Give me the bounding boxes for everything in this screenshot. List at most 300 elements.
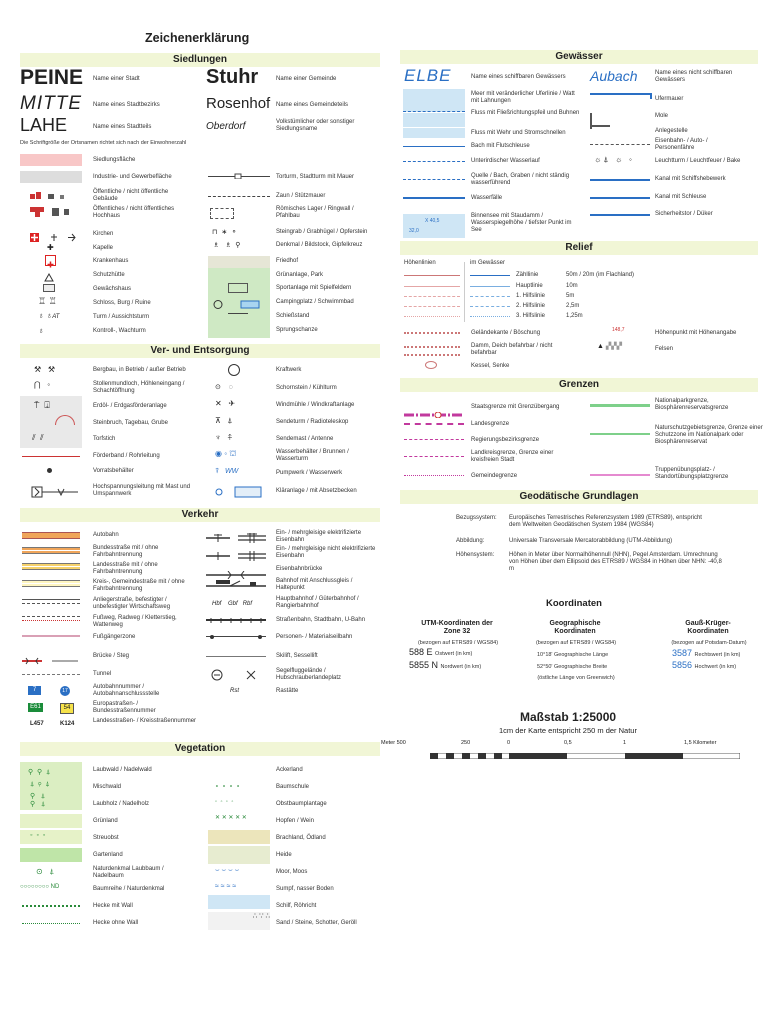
camping-icon [213, 296, 263, 305]
gemeinde-symbol [404, 475, 464, 476]
legend-stollen: Stollenmundloch, Höhleneingang / Schachtöffnung [93, 381, 185, 394]
section-vegetation: Vegetation [20, 742, 380, 756]
geo-breite: 52°50' Geographische Breite [537, 664, 608, 670]
stollen-icon: ⋂ ◦ [34, 380, 51, 389]
bahnhof-symbol [206, 578, 266, 592]
roemisches-lager-symbol [210, 208, 234, 219]
quelle-symbol [403, 179, 465, 180]
legend-heide: Heide [276, 852, 292, 858]
peine-desc: Name einer Stadt [93, 76, 140, 82]
legend-sicherheitstor: Sicherheitstor / Düker [655, 211, 713, 217]
legend-landesstrassennr: Landesstraßen- / Kreisstraßennummer [93, 718, 197, 724]
legend-gewaechshaus: Gewächshaus [93, 286, 132, 292]
wasserfall-symbol [403, 197, 465, 199]
legend-autobahn: Autobahn [93, 532, 119, 538]
heide-swatch [208, 846, 270, 864]
legend-gemeinde: Gemeindegrenze [471, 473, 518, 479]
legend-steingrab: Steingrab / Grabhügel / Opferstein [276, 229, 368, 235]
legend-fluss-wehr: Fluss mit Wehr und Stromschnellen [471, 130, 566, 136]
legend-nationalpark: Nationalparkgrenze, Biosphärenreservatsgrenze [655, 398, 729, 411]
legend-quelle: Quelle / Bach, Graben / nicht ständig wasserführend [471, 173, 570, 186]
elbe-desc: Name eines schiffbaren Gewässers [471, 74, 566, 80]
siedlungsflaeche-swatch [20, 154, 82, 166]
skilift-symbol [206, 656, 266, 657]
landesstrasse-symbol [22, 563, 80, 569]
krankenhaus-icon [45, 255, 56, 266]
legend-obstbaum: Obstbaumplantage [276, 801, 327, 807]
schloss-icon: ♖ ♖ [38, 296, 57, 306]
legend-mischwald: Mischwald [93, 784, 122, 790]
peine-label: PEINE [20, 66, 84, 89]
mitte-label: MITTE [20, 93, 82, 114]
scale-tick-4: 1 [623, 740, 627, 746]
erdoel-icon: ⍑ ⍗ [34, 400, 50, 410]
felsen-icon: ▲ ▞▞▞ [597, 343, 623, 350]
legend-strassenbahn: Straßenbahn, Stadtbahn, U-Bahn [276, 617, 366, 623]
friedhof-swatch [208, 256, 270, 268]
gk-hochwert [672, 660, 736, 671]
wald-icons: ⚲ ⚲ ⍋ ⍋ ⚲ ⍋ ⚲ ⍋ [28, 769, 51, 800]
legend-hoehenpunkt: Höhenpunkt mit Höhenangabe [655, 330, 737, 336]
legend-kessel: Kessel, Senke [471, 363, 510, 369]
binnensee-swatch [403, 214, 465, 238]
naturschutz-symbol [590, 433, 650, 435]
legend-kapelle: Kapelle [93, 245, 114, 251]
koordinaten-title: Koordinaten [546, 598, 602, 609]
utm-sub: (bezogen auf ETRS89 / WGS84) [417, 640, 499, 646]
massstab-sub: 1cm der Karte entspricht 250 m der Natur [499, 726, 637, 735]
utm-header: UTM-Koordinaten der Zone 32 [421, 620, 493, 635]
ufermauer-symbol [590, 93, 652, 99]
scale-tick-3: 0,5 [564, 740, 572, 746]
schiessstand-icon [228, 313, 248, 314]
baumreihe-symbol: ○○○○○○○○ ND [20, 884, 60, 890]
legend-foerderband: Förderband / Rohrleitung [93, 453, 160, 459]
legend-wasserfall: Wasserfälle [471, 195, 503, 201]
legend-baumreihe: Baumreihe / Naturdenkmal [93, 886, 165, 892]
legend-kirchen: Kirchen [93, 231, 114, 237]
legend-siedlungsflaeche: Siedlungsfläche [93, 157, 136, 163]
anliegerstrasse-symbol [22, 599, 80, 605]
legend-industrie: Industrie- und Gewerbefläche [93, 174, 172, 180]
legend-fussweg: Fußweg, Radweg / Kletterstieg, Wattenweg [93, 615, 177, 628]
kessel-symbol [425, 361, 437, 369]
legend-landesgrenze: Landesgrenze [471, 421, 510, 427]
scale-tick-1: 250 [461, 740, 471, 746]
stuhr-label: Stuhr [206, 66, 259, 88]
legend-hauptlinie: Hauptlinie [516, 283, 543, 289]
geod-hoehensystem-text: Höhen in Meter über Normalhöhennull (NHN), Pegel Amsterdam. Umrechnung von Höhen über dem Ellipsoid des ETRS89 / WGS84 in Höhen über NHN: -40,8 m [509, 552, 722, 572]
section-gewaesser: Gewässer [400, 50, 758, 64]
hopfen-icons: ✕ ✕ ✕ ✕ ✕ [215, 815, 247, 821]
legend-hochspannung: Hochspannungsleitung mit Mast und Umspannwerk [93, 484, 191, 497]
legend-sprungschanze: Sprungschanze [276, 327, 318, 333]
legend-felsen: Felsen [655, 346, 674, 352]
legend-denkmal: Denkmal / Bildstock, Gipfelkreuz [276, 242, 363, 248]
schilf-icons [208, 895, 270, 909]
legend-eisenbahn: Ein- / mehrgleisige nicht elektrifizierte Eisenbahn [276, 546, 376, 559]
legend-faehre: Eisenbahn- / Auto- / Personenfähre [655, 138, 708, 151]
nationalpark-symbol [590, 404, 650, 407]
legend-schiessstand: Schießstand [276, 313, 310, 319]
legend-binnensee: Binnensee mit Staudamm / Wasserspiegelhöhe / tiefster Punkt im See [471, 213, 572, 233]
gk-sub: (bezogen auf Potsdam-Datum) [671, 640, 747, 646]
naturdenkmal-icons: ⊙ ⍋ [36, 867, 55, 876]
wasserbehaelter-icon: ◉ ◦ ⛫ [215, 449, 237, 458]
bach-symbol [403, 146, 465, 147]
scale-tick-0: Meter 500 [381, 740, 406, 746]
pumpwerk-icon: ⍒ WW [215, 468, 239, 475]
eisenbahn-nicht-elektr-symbol [206, 548, 266, 558]
vorratsbehaelter-icon [47, 468, 52, 473]
legend-krankenhaus: Krankenhaus [93, 258, 129, 264]
legend-damm: Damm, Deich befahrbar / nicht befahrbar [471, 343, 553, 356]
landesstrasse-nummer: L457 [30, 721, 44, 727]
rst-label: Rst [230, 688, 239, 694]
bundesstrasse-symbol [22, 547, 80, 553]
legend-moor: Moor, Moos [276, 869, 308, 875]
binnensee-x: X 40,5 [425, 218, 440, 224]
fussweg-symbol [22, 616, 80, 622]
legend-naturdenkmal: Naturdenkmal Laubbaum / Nadelbaum [93, 866, 164, 879]
legend-hilfslinie1: 1. Hilfslinie [516, 293, 546, 299]
legend-bahnhof: Bahnhof mit Anschlussgleis / Haltepunkt [276, 578, 353, 591]
legend-naturschutz: Naturschutzgebietsgrenze, Grenze einer Schutzzone im Nationalpark oder Biosphärenreservat [655, 425, 763, 445]
gk-hochwert-text: Hochwert (in km) [694, 664, 737, 670]
tunnel-symbol [22, 674, 80, 675]
segelflug-icon [211, 668, 261, 680]
bruecke-symbol [22, 652, 80, 660]
legend-bruecke: Brücke / Steg [93, 653, 130, 659]
landkreis-symbol [404, 456, 464, 457]
legend-schilf: Schilf, Röhricht [276, 903, 317, 909]
hilfslinie2-gew-symbol [470, 306, 510, 307]
gk-hochwert-value: 5856 [672, 660, 693, 670]
geo-header: Geographische Koordinaten [549, 620, 601, 635]
legend-hopfen: Hopfen / Wein [276, 818, 314, 824]
utm-ostwert-value: 588 E [409, 647, 433, 657]
legend-sand: Sand / Steine, Schotter, Geröll [276, 920, 357, 926]
lahe-desc: Name eines Stadtteils [93, 124, 152, 130]
stuhr-desc: Name einer Gemeinde [276, 76, 337, 82]
eisenbahn-elektr-symbol [206, 531, 266, 543]
zaehllinie-symbol [404, 275, 460, 276]
legend-erdoel: Erdöl- / Erdgasförderanlage [93, 403, 167, 409]
kirchen-icon [30, 229, 80, 238]
legend-laubwald: Laubwald / Nadelwald [93, 767, 152, 773]
relief-header-hoehenlinien: Höhenlinien [404, 260, 436, 266]
scale-tick-2: 0 [507, 740, 511, 746]
legend-laubholz: Laubholz / Nadelholz [93, 801, 150, 807]
turm-icon: ♁ ♁AT [38, 311, 60, 320]
legend-landkreis: Landkreisgrenze, Grenze einer kreisfreien Stadt [471, 450, 554, 463]
bundesstrasse-badge: 54 [60, 703, 74, 714]
legend-regierungsbezirk: Regierungsbezirksgrenze [471, 437, 540, 443]
legend-landesstrasse: Landesstraße mit / ohne Fahrbahntrennung [93, 562, 158, 575]
zaehllinie-gew-symbol [470, 275, 510, 276]
legend-unterirdisch: Unterirdischer Wasserlauf [471, 158, 540, 164]
value-hilfslinie2: 2,5m [566, 303, 580, 309]
legend-europastrasse: Europastraßen- / Bundesstraßennummer [93, 701, 156, 714]
kapelle-icon: ✚ [47, 243, 54, 252]
autobahnnummer-badge: 7 [28, 686, 41, 695]
fussgaengerzone-symbol [22, 635, 80, 637]
legend-baumschule: Baumschule [276, 784, 310, 790]
oberdorf-desc: Volkstümlicher oder sonstiger Siedlungsname [276, 119, 355, 132]
hilfslinie1-symbol [404, 296, 460, 297]
legend-gartenland: Gartenland [93, 852, 123, 858]
torturm-symbol [208, 176, 270, 181]
sand-swatch: ∴ ∵ ∴ [208, 912, 270, 930]
legend-mole: Mole [655, 113, 669, 119]
relief-header-gewaesser: im Gewässer [470, 260, 506, 266]
page-title: Zeichenerklärung [145, 31, 250, 45]
laubholz-icons: ⚲ ⍋ [30, 801, 46, 808]
legend-hecke-wall: Hecke mit Wall [93, 903, 133, 909]
seilbahn-symbol [206, 636, 266, 637]
value-zaehllinie: 50m / 20m (im Flachland) [566, 272, 635, 278]
legend-klaeranlage: Kläranlage / mit Absetzbecken [276, 488, 357, 494]
kreisstrasse-nummer: K124 [60, 721, 75, 727]
strassenbahn-symbol [206, 619, 266, 621]
legend-schloss: Schloss, Burg / Ruine [93, 300, 151, 306]
steingrab-icon: ⊓ ∗ ⚬ [212, 229, 237, 236]
brachland-swatch [208, 830, 270, 844]
sendeturm-icon: ⊼ ⍋ [215, 416, 233, 425]
legend-staatsgrenze: Staatsgrenze mit Grenzübergang [471, 404, 560, 410]
massstab-title: Maßstab 1:25000 [520, 710, 617, 724]
legend-schiffshebewerk: Kanal mit Schiffshebewerk [655, 176, 726, 182]
legend-kontrollturm: Kontroll-, Wachturm [93, 328, 146, 334]
sendemast-icon: ♆ ⍏ [215, 433, 233, 442]
legend-autobahnnummer: Autobahnnummer / Autobahnanschlussstelle [93, 684, 160, 697]
geo-sub: (bezogen auf ETRS89 / WGS84) [535, 640, 617, 646]
value-hilfslinie1: 5m [566, 293, 575, 299]
eisenbahnbruecke-symbol [206, 566, 266, 574]
rosenhof-label: Rosenhof [206, 95, 271, 112]
legend-friedhof: Friedhof [276, 258, 299, 264]
legend-fussgaengerzone: Fußgängerzone [93, 634, 136, 640]
hbf-labels [212, 601, 252, 607]
legend-anlegestelle: Anlegestelle [655, 128, 688, 134]
legend-ufermauer: Ufermauer [655, 96, 684, 102]
scale-tick-5: 1,5 Kilometer [684, 740, 717, 746]
gewaechshaus-icon [43, 284, 55, 292]
anschlussstelle-badge: 17 [60, 686, 70, 696]
legend-windmuehle: Windmühle / Windkraftanlage [276, 402, 355, 408]
industrie-swatch [20, 171, 82, 183]
damm-symbol [404, 346, 460, 356]
value-hilfslinie3: 1,25m [566, 313, 583, 319]
legend-bergbau: Bergbau, in Betrieb / außer Betrieb [93, 367, 186, 373]
windmuehle-icon: ✕ ✈ [215, 399, 236, 408]
legend-meer: Meer mit veränderlicher Uferlinie / Watt mit Lahnungen [471, 91, 575, 104]
bergbau-icon: ⚒ ⚒ [34, 365, 56, 374]
mitte-desc: Name eines Stadtbezirks [93, 102, 160, 108]
hoehenpunkt-label: 148,7 [612, 327, 625, 333]
kontrollturm-icon: ♁ [38, 326, 44, 335]
legend-eisenbahnbruecke: Eisenbahnbrücke [276, 566, 323, 572]
sumpf-icons: ≈ ≈ ≈ ≈ [215, 883, 237, 890]
section-siedlungen: Siedlungen [20, 53, 380, 67]
utm-nordwert-value: 5855 N [409, 660, 439, 670]
legend-vorratsbehaelter: Vorratsbehälter [93, 468, 134, 474]
gruenland-swatch [20, 814, 82, 828]
section-geodaetische-grundlagen: Geodätische Grundlagen [400, 490, 758, 504]
klaeranlage-icon [215, 485, 265, 497]
legend-kraftwerk: Kraftwerk [276, 367, 302, 373]
legend-hochhaus: Öffentliches / nicht öffentliches Hochhaus [93, 206, 175, 219]
section-ver-entsorgung: Ver- und Entsorgung [20, 344, 380, 358]
moor-icons: ⌣ ⌣ ⌣ ⌣ [215, 867, 240, 874]
hilfslinie3-symbol [404, 316, 460, 317]
autobahn-symbol [22, 532, 80, 539]
hbf-label: Hbf [212, 601, 222, 607]
legend-skilift: Skilift, Sessellift [276, 653, 318, 659]
legend-kreisstrasse: Kreis-, Gemeindestraße mit / ohne Fahrbahntrennung [93, 579, 185, 592]
legend-pumpwerk: Pumpwerk / Wasserwerk [276, 470, 343, 476]
staatsgrenze-symbol [404, 405, 464, 411]
legend-sumpf: Sumpf, nasser Boden [276, 886, 334, 892]
faehre-symbol [590, 144, 650, 145]
hecke-ohne-wall-symbol [22, 923, 80, 924]
legend-fluss: Fluss mit Fließrichtungspfeil und Buhnen [471, 110, 580, 116]
legend-zaehllinie: Zähllinie [516, 272, 539, 278]
gbf-label: Gbf [228, 601, 238, 607]
fluss-wehr-swatch [403, 128, 465, 138]
geo-greenwich: (östliche Länge von Greenwich) [537, 675, 615, 681]
europastrasse-badge: E61 [28, 703, 43, 712]
nd-label: ND [50, 884, 60, 890]
legend-camping: Campingplatz / Schwimmbad [276, 299, 354, 305]
meer-swatch [403, 89, 465, 112]
unterirdisch-symbol [403, 161, 465, 162]
rbf-label: Rbf [242, 601, 253, 607]
legend-hilfslinie3: 3. Hilfslinie [516, 313, 546, 319]
baumschule-icons: ∘ ∘ ∘ ∘ [215, 784, 241, 790]
hilfslinie3-gew-symbol [470, 316, 510, 317]
legend-steinbruch: Steinbruch, Tagebau, Grube [93, 420, 168, 426]
hecke-wall-symbol [22, 905, 80, 907]
legend-eisenbahn-elektr: Ein- / mehrgleisige elektrifizierte Eisenbahn [276, 530, 362, 543]
obstbaum-icons: ◦ ◦ ◦ ◦ [215, 799, 234, 805]
leuchtturm-icons: ☼ ⍋ ☼ ◦ [594, 155, 632, 164]
aubach-desc: Name eines nicht schiffbaren Gewässers [655, 70, 733, 83]
legend-streuobst: Streuobst [93, 835, 119, 841]
geod-abbildung-text: Universale Transversale Mercatorabbildung (UTM-Abbildung) [509, 538, 673, 544]
truppenuebung-symbol [590, 474, 650, 476]
legend-turm: Turm / Aussichtsturm [93, 314, 150, 320]
gk-rechtswert-value: 3587 [672, 648, 693, 658]
utm-ostwert-text: Ostwert (in km) [435, 651, 473, 657]
denkmal-icon: ♗ ♗ ⚲ [213, 242, 241, 249]
kreisstrasse-symbol [22, 580, 80, 586]
gk-rechtswert [672, 648, 740, 659]
legend-sportanlage: Sportanlage mit Spielfeldern [276, 285, 352, 291]
gartenland-swatch [20, 848, 82, 862]
geo-laenge: 10°18' Geographische Länge [537, 652, 609, 658]
legend-gruenland: Grünland [93, 818, 118, 824]
schutzhuette-icon [44, 269, 54, 278]
hilfslinie1-gew-symbol [470, 296, 510, 297]
utm-ostwert [409, 647, 472, 658]
hauptlinie-gew-symbol [470, 286, 510, 287]
legend-anliegerstrasse: Anliegerstraße, befestigter / unbefestigter Wirtschaftsweg [93, 597, 171, 610]
legend-seilbahn: Personen- / Materialseilbahn [276, 634, 353, 640]
geod-bezugssystem-text: Europäisches Terrestrisches Referenzsystem 1989 (ETRS89), entspricht dem Weltweiten Geodätischen System 1984 (WGS84) [509, 515, 702, 528]
oberdorf-label: Oberdorf [206, 121, 246, 132]
aubach-label: Aubach [590, 68, 638, 84]
rosenhof-desc: Name eines Gemeindeteils [276, 102, 349, 108]
foerderband-symbol [22, 456, 80, 457]
legend-schornstein: Schornstein / Kühlturm [276, 385, 337, 391]
gelaendekante-symbol [404, 332, 460, 334]
legend-wasserbehaelter: Wasserbehälter / Brunnen / Wasserturm [276, 449, 349, 462]
lahe-label: LAHE [20, 115, 68, 135]
hochspannung-icon [24, 485, 80, 497]
legend-rastaette: Rastätte [276, 688, 299, 694]
hauptlinie-symbol [404, 286, 460, 287]
legend-torfstich: Torfstich [93, 436, 116, 442]
geod-abbildung-label: Abbildung: [456, 538, 485, 544]
geod-bezugssystem-label: Bezugssystem: [456, 515, 497, 521]
torfstich-icon: ⫽ ⫽ [32, 433, 44, 442]
legend-zaun: Zaun / Stützmauer [276, 193, 326, 199]
legend-gelaendekante: Geländekante / Böschung [471, 330, 541, 336]
legend-schleuse: Kanal mit Schleuse [655, 194, 707, 200]
gk-rechtswert-text: Rechtswert (in km) [694, 652, 741, 658]
kraftwerk-icon [228, 364, 240, 376]
schornstein-icon: ⊙ ◌ [215, 384, 233, 391]
schiffshebewerk-symbol [590, 179, 650, 181]
legend-brachland: Brachland, Ödland [276, 835, 326, 841]
siedlungen-note: Die Schriftgröße der Ortsnamen richtet sich nach der Einwohnerzahl [20, 140, 187, 146]
legend-torturm: Torturm, Stadtturm mit Mauer [276, 174, 355, 180]
geod-hoehensystem-label: Höhensystem: [456, 552, 495, 558]
zaun-symbol [208, 196, 270, 197]
legend-gebaeude: Öffentliche / nicht öffentliche Gebäude [93, 189, 169, 202]
legend-leuchtturm: Leuchtturm / Leuchtfeuer / Bake [655, 158, 741, 164]
relief-divider [464, 262, 465, 322]
legend-hauptbahnhof: Hauptbahnhof / Güterbahnhof / Rangierbahnhof [276, 596, 359, 609]
legend-hilfslinie2: 2. Hilfslinie [516, 303, 546, 309]
fluss-swatch [403, 113, 465, 127]
scale-bar [430, 746, 740, 752]
legend-schutzhuette: Schutzhütte [93, 272, 125, 278]
schleuse-symbol [590, 197, 650, 199]
legend-bundesstrasse: Bundesstraße mit / ohne Fahrbahntrennung [93, 545, 159, 558]
legend-hecke-ohne-wall: Hecke ohne Wall [93, 920, 139, 926]
anlegestelle-symbol [590, 125, 610, 127]
sicherheitstor-symbol [590, 214, 650, 216]
section-relief: Relief [400, 241, 758, 255]
legend-gruenanlage: Grünanlage, Park [276, 272, 324, 278]
section-grenzen: Grenzen [400, 378, 758, 392]
value-hauptlinie: 10m [566, 283, 578, 289]
hochhaus-icon [30, 205, 70, 217]
utm-nordwert [409, 660, 481, 671]
elbe-label: ELBE [404, 66, 452, 85]
gk-header: Gauß-Krüger-Koordinaten [685, 620, 731, 635]
legend-segelflug: Segelfluggelände / Hubschrauberlandeplatz [276, 668, 342, 681]
legend-sendeturm: Sendeturm / Radioteleskop [276, 419, 349, 425]
landesgrenze-symbol [404, 423, 464, 425]
legend-tunnel: Tunnel [93, 671, 112, 677]
section-verkehr: Verkehr [20, 508, 380, 522]
sportanlage-icon [228, 283, 248, 293]
legend-ackerland: Ackerland [276, 767, 303, 773]
utm-nordwert-text: Nordwert (in km) [440, 664, 482, 670]
